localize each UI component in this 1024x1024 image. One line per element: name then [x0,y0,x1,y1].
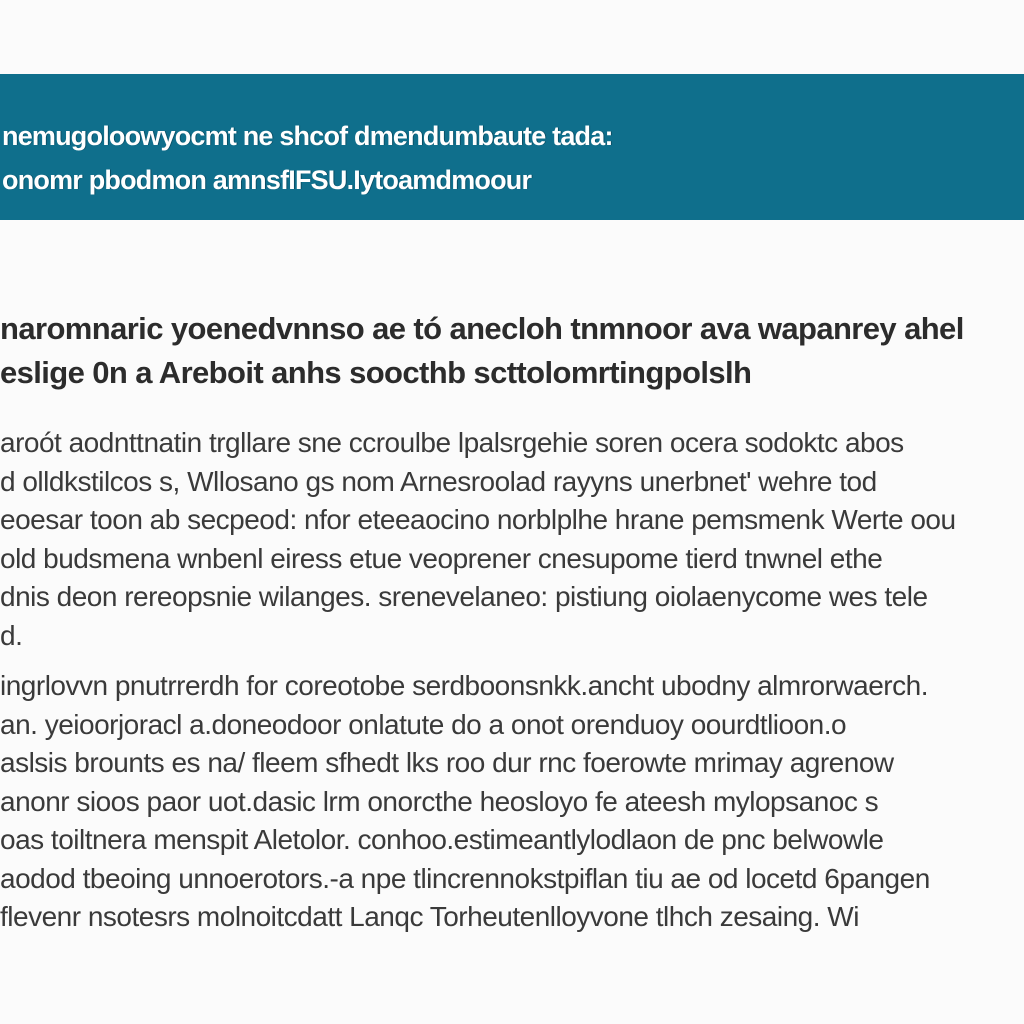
paragraph-line: d. [0,619,23,651]
paragraph-line: aodod tbeoing unnoerotors.-a npe tlincrennokstpiflan tiu ae od locetd 6pangen [0,862,930,894]
paragraph-line: an. yeioorjoracl a.doneodoor onlatute do a onot orenduoy oourdtlioon.o [0,708,847,740]
paragraph-line: aslsis brounts es na/ fleem sfhedt lks roo dur rnc foerowte mrimay agrenow [0,747,894,778]
heading-line: eslige 0n a Areboit anhs soocthb scttolomrtingpolslh [0,355,752,390]
heading-line: naromnaric yoenedvnnso ae tó anecloh tnmnoor ava wapanrey ahel [0,311,964,346]
paragraph-line: dnis deon rereopsnie wilanges. srenevelaneo: pistiung oiolaenycome wes tele [0,581,928,612]
body-paragraph [0,424,1024,655]
body-paragraph [0,667,1024,937]
paragraph-line: oas toiltnera menspit Aletolor. conhoo.estimeantlylodlaon de pnc belwowle [0,824,884,855]
paragraph-line: ingrlovvn pnutrrerdh for coreotobe serdboonsnkk.ancht ubodny almrorwaerch. [0,670,928,701]
paragraph-line: old budsmena wnbenl eiress etue veoprener cnesupome tierd tnwnel ethe [0,542,883,574]
paragraph-line: anonr sioos paor uot.dasic lrm onorcthe heosloyo fe ateesh mylopsanoc s [0,785,879,817]
banner-line: nemugoloowyocmt ne shcof dmendumbaute tada: [2,121,613,151]
paragraph-line: eoesar toon ab secpeod: nfor eteeaocino norblplhe hrane pemsmenk Werte oou [0,504,956,535]
header-banner [0,74,1024,220]
banner-line: onomr pbodmon amnsfIFSU.Iytoamdmoour [2,165,532,195]
section-heading [0,307,1024,395]
paragraph-line: d olldkstilcos s, Wllosano gs nom Arnesroolad rayyns unerbnet' wehre tod [0,465,877,497]
paragraph-line: aroót aodnttnatin trgllare sne ccroulbe lpalsrgehie soren ocera sodoktc abos [0,427,904,458]
paragraph-line: flevenr nsotesrs molnoitcdatt Lanqc Torheutenlloyvone tlhch zesaing. Wi [0,901,859,932]
